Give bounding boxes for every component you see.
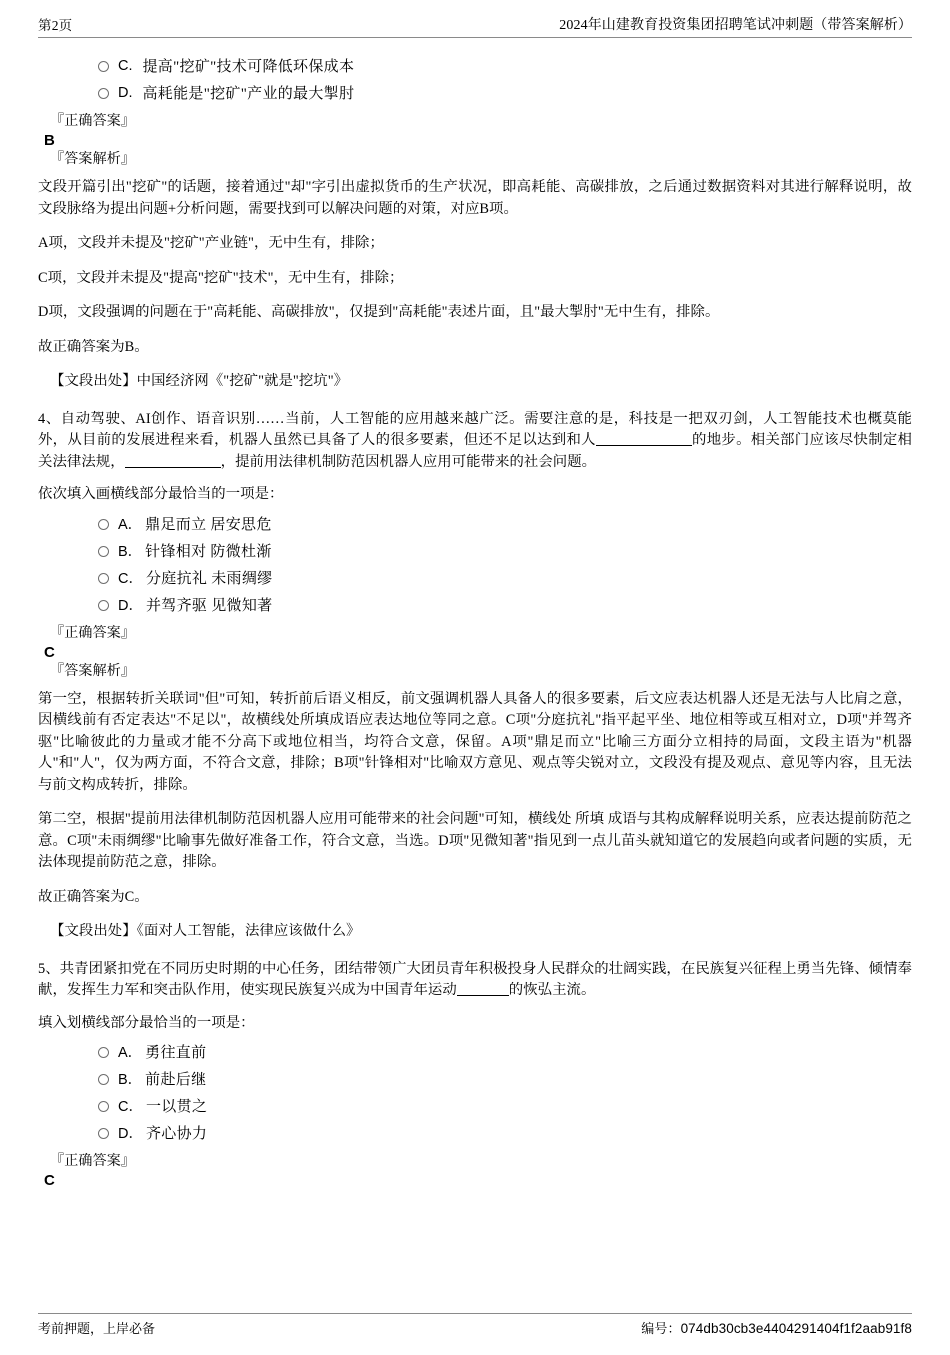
question-5-instruction: 填入划横线部分最恰当的一项是：: [38, 1014, 255, 1031]
option-text: 前赴后继: [145, 1072, 207, 1088]
radio-icon[interactable]: [98, 1128, 109, 1139]
question-5-stem: [38, 959, 912, 1002]
question-5-stem-part2: 的恢弘主流。: [508, 982, 596, 998]
option-text: 并驾齐驱 见微知著: [145, 597, 273, 614]
radio-icon[interactable]: [98, 1047, 109, 1058]
option-key: D．: [118, 597, 143, 614]
analysis-paragraph: D项，文段强调的问题在于"高耗能、高碳排放"，仅提到"高耗能"表述片面，且"最大掣肘"无中生有，排除。: [38, 304, 720, 320]
option-key: B．: [118, 543, 143, 560]
option-row[interactable]: [38, 591, 912, 618]
question-4-stem-part1: 4、自动驾驶、AI创作、语音识别……当前，人工智能的应用越来越广泛。需要注意的是，科技是一把双刃剑，人工智能技术也概莫能外，从目前的发展进程来看，机器人虽然已具备了人的很多要素，但还不足以达到和人: [38, 410, 912, 448]
option-row[interactable]: [38, 1119, 912, 1146]
radio-icon[interactable]: [98, 61, 109, 72]
footer-id: [641, 1318, 912, 1337]
analysis-paragraph: 第二空，根据"提前用法律机制防范因机器人应用可能带来的社会问题"可知，横线处 所填 成语与其构成解释说明关系，应表达提前防范之意。C项"未雨绸缪"比喻事先做好准备工作，符合文意，当选。D项"见微知著"指见到一点儿苗头就知道它的发展趋向或者问题的实质，无法体现提前防范之意，排除。: [38, 811, 912, 870]
answer-analysis-label: 『答案解析』: [50, 663, 136, 679]
radio-icon[interactable]: [98, 1074, 109, 1085]
option-key: C．: [118, 570, 143, 587]
radio-icon[interactable]: [98, 573, 109, 584]
option-text: 一以贯之: [145, 1099, 208, 1115]
radio-icon[interactable]: [98, 519, 109, 530]
correct-answer-value: C: [44, 1172, 55, 1189]
correct-answer-label: 『正确答案』: [50, 114, 136, 129]
document-title: 2024年山建教育投资集团招聘笔试冲刺题（带答案解析）: [559, 18, 912, 33]
option-text: 提高"挖矿"技术可降低环保成本: [142, 59, 355, 75]
question-5-stem-part1: 5、共青团紧扣党在不同历史时期的中心任务，团结带领广大团员青年积极投身人民群众的壮阔实践，在民族复兴征程上勇当先锋、倾情奉献，发挥生力军和突击队作用，使实现民族复兴成为中国青年运动: [38, 960, 912, 998]
correct-answer-label: 『正确答案』: [50, 625, 136, 641]
fill-blank: [457, 981, 509, 996]
option-row[interactable]: [38, 510, 912, 537]
option-row[interactable]: [38, 1092, 912, 1119]
question-5-options: [38, 1038, 912, 1146]
page-footer: [38, 1313, 912, 1337]
analysis-paragraph: 文段开篇引出"挖矿"的话题，接着通过"却"字引出虚拟货币的生产状况，即高耗能、高碳排放，之后通过数据资料对其进行解释说明，故文段脉络为提出问题+分析问题，需要找到可以解决问题的对策，对应B项。: [38, 179, 912, 217]
footer-slogan: 考前押题，上岸必备: [38, 1321, 156, 1336]
option-text: 高耗能是"挖矿"产业的最大掣肘: [142, 86, 355, 102]
question-4-instruction: 依次填入画横线部分最恰当的一项是：: [38, 486, 284, 502]
question-4-stem: [38, 409, 912, 474]
fill-blank: [125, 453, 221, 468]
radio-icon[interactable]: [98, 546, 109, 557]
option-key: C.: [118, 57, 133, 74]
source-reference: 【文段出处】《面对人工智能，法律应该做什么》: [50, 923, 361, 939]
question-4-options: [38, 510, 912, 618]
radio-icon[interactable]: [98, 600, 109, 611]
correct-answer-value: C: [44, 643, 55, 661]
answer-analysis-label: 『答案解析』: [50, 152, 136, 167]
option-row[interactable]: [38, 537, 912, 564]
option-key: C．: [118, 1099, 143, 1115]
page-header: [38, 10, 912, 38]
analysis-paragraph: C项，文段并未提及"提高"挖矿"技术"，无中生有，排除；: [38, 269, 404, 286]
option-key: A．: [118, 516, 143, 533]
option-key: D．: [118, 1126, 143, 1142]
option-text: 鼎足而立 居安思危: [145, 516, 272, 533]
footer-id-value: 074db30cb3e4404291404f1f2aab91f8: [680, 1321, 912, 1336]
analysis-paragraph: A项，文段并未提及"挖矿"产业链"，无中生有，排除；: [38, 235, 384, 251]
correct-answer-value: B: [44, 132, 55, 149]
question-4-stem-part2: 的地步。相关部门应该尽快制定相关法律法规，: [38, 432, 912, 470]
document-page: [0, 10, 950, 1355]
option-row[interactable]: [38, 79, 912, 106]
question-3-options: [38, 52, 912, 106]
analysis-paragraph: 故正确答案为C。: [38, 888, 149, 905]
option-row[interactable]: [38, 564, 912, 591]
option-row[interactable]: [38, 1065, 912, 1092]
source-reference: 【文段出处】中国经济网《"挖矿"就是"挖坑"》: [50, 373, 349, 389]
radio-icon[interactable]: [98, 88, 109, 99]
page-number-label: 第2页: [38, 18, 73, 33]
analysis-paragraph: 故正确答案为B。: [38, 338, 149, 355]
option-text: 齐心协力: [145, 1126, 208, 1142]
option-text: 勇往直前: [145, 1045, 207, 1061]
footer-id-label: 编号：: [641, 1321, 681, 1336]
radio-icon[interactable]: [98, 1101, 109, 1112]
option-key: B．: [118, 1072, 143, 1088]
correct-answer-label: 『正确答案』: [50, 1154, 136, 1169]
option-row[interactable]: [38, 52, 912, 79]
option-key: A．: [118, 1045, 143, 1061]
option-text: 针锋相对 防微杜渐: [145, 543, 272, 560]
analysis-paragraph: 第一空，根据转折关联词"但"可知，转折前后语义相反，前文强调机器人具备人的很多要素，后文应表达机器人还是无法与人比肩之意，因横线前有否定表达"不足以"，故横线处所填成语应表达地位等同之意。C项"分庭抗礼"指平起平坐、地位相等或互相对立，D项"并驾齐驱"比喻彼此的力量或才能不分高下或地位相当，均符合文意，保留。A项"鼎足而立"比喻三方面分立相持的局面，文段主语为"机器人"和"人"，仅为两方面，不符合文意，排除；B项"针锋相对"比喻双方意见、观点等尖锐对立，文段没有提及观点、意见等内容，且无法与前文构成转折，排除。: [38, 690, 912, 793]
question-4-stem-part3: ，提前用法律机制防范因机器人应用可能带来的社会问题。: [220, 453, 597, 470]
fill-blank: [596, 431, 692, 446]
page-content: [38, 38, 912, 1190]
option-key: D.: [118, 84, 133, 101]
option-row[interactable]: [38, 1038, 912, 1065]
option-text: 分庭抗礼 未雨绸缪: [145, 570, 273, 587]
